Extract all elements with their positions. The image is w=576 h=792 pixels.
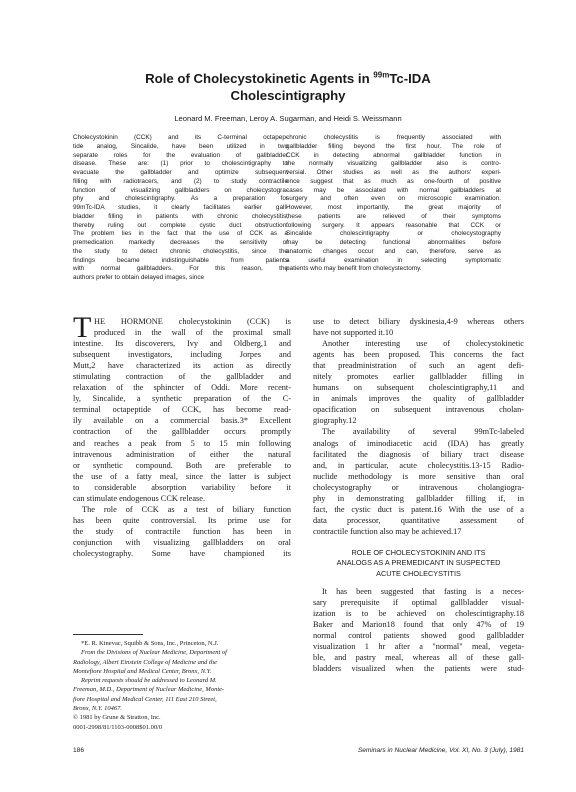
footnote-line: Reprint requests should be addressed to Leonard M. bbox=[81, 677, 217, 685]
abstract-line: the normally visualizing gallbladder also is contro- bbox=[286, 160, 501, 168]
abstract-line: filling with radiotracers, and (2) to study contractile bbox=[73, 177, 288, 185]
body-line: visualization 1 hr after a "normal" meal, vegeta- bbox=[313, 642, 524, 652]
abstract-line: may be detecting functional abnormalities before bbox=[286, 239, 501, 246]
body-line: the use of a fatty meal, since the latter is subject bbox=[73, 471, 291, 481]
abstract-line: findings became indistinguishable from patients bbox=[73, 256, 288, 264]
body-line: in animals improves the quality of gallbladder bbox=[313, 394, 524, 404]
body-line: sary prerequisite if optimal gallbladder visual- bbox=[313, 598, 524, 608]
body-line: analogs of iminodiacetic acid (IDA) has greatly bbox=[313, 438, 524, 448]
body-line: cholecystography. Some have championed its bbox=[73, 548, 291, 558]
abstract-line: gallbladder filling beyond the first hour. The role of bbox=[286, 142, 501, 150]
body-line: bladders visualized when the patients were stud- bbox=[313, 664, 524, 674]
body-line: can stimulate endogenous CCK release. bbox=[73, 493, 206, 503]
body-line: cholecystography or intravenous cholangiogra- bbox=[313, 482, 524, 492]
body-line: terminal octapeptide of CCK, has become read- bbox=[73, 405, 291, 415]
abstract-line: 99mTc-IDA studies, it clearly facilitates earlier gall- bbox=[73, 204, 288, 211]
abstract-line: cases may be associated with normal gallbladders at bbox=[286, 186, 501, 194]
body-line: opacification on subsequent intravenous cholan- bbox=[313, 405, 524, 415]
body-line: conjunction with visualizing gallbladders on oral bbox=[73, 537, 291, 547]
body-line: or synthetic compound. Both are preferable to bbox=[73, 460, 291, 470]
abstract-line: bladder filling in patients with chronic cholecystitis, bbox=[73, 212, 288, 220]
body-line: stimulating contraction of the gallbladder and bbox=[73, 372, 291, 382]
abstract-line: anatomic changes occur and can, therefore, serve as bbox=[286, 247, 501, 255]
body-line: intestine. Its discoverers, Ivy and Oldberg,1 and bbox=[73, 339, 291, 349]
abstract-line: evacuate the gallbladder and optimize subsequent bbox=[73, 169, 288, 176]
abstract-line: a useful examination in selecting symptomatic bbox=[286, 256, 501, 264]
footnote-line: © 1981 by Grune & Stratton, Inc. bbox=[73, 714, 161, 722]
body-line: humans on subsequent cholescintigraphy,11 and bbox=[313, 383, 524, 393]
body-line: and, in particular, acute cholecystitis.13-15 Radio- bbox=[313, 460, 524, 470]
body-line: ization is to be achieved on cholescintigraphy.18 bbox=[313, 609, 524, 619]
body-line: HE HORMONE cholecystokinin (CCK) is bbox=[94, 317, 291, 326]
abstract-line: surgery and often even on microscopic examination. bbox=[286, 195, 501, 203]
abstract-line: CCK in detecting abnormal gallbladder function in bbox=[286, 151, 501, 159]
body-line: have not supported it.10 bbox=[313, 328, 394, 338]
section-spacer bbox=[313, 537, 524, 548]
abstract-line: disease. These are: (1) prior to cholescintigraphy to bbox=[73, 160, 288, 168]
abstract-line: premedication markedly decreases the sensitivity of bbox=[73, 239, 288, 246]
footnote-rule bbox=[73, 634, 143, 635]
footnote-line: Radiology, Albert Einstein College of Medicine and the bbox=[73, 658, 217, 666]
abstract-line: separate roles for the evaluation of gallbladder bbox=[73, 151, 288, 159]
section-heading: ROLE OF CHOLECYSTOKININ AND ITS bbox=[351, 547, 486, 557]
footnote-line: fiore Hospital and Medical Center, 111 East 210 Street, bbox=[73, 695, 217, 703]
title-isotope-superscript: 99m bbox=[373, 70, 390, 80]
title-line-1: Role of Cholecystokinetic Agents in bbox=[145, 71, 370, 86]
body-line: Baker and Marion18 found that only 47% of 19 bbox=[313, 620, 524, 630]
body-right-column bbox=[313, 316, 524, 675]
body-line: relaxation of the sphincter of Oddi. More recent- bbox=[73, 383, 291, 393]
footnote-line: *E. R. Kinevac, Squibb & Sons, Inc., Princeton, N.J. bbox=[81, 640, 219, 647]
abstract-line: ence suggest that as much as one-fourth of positive bbox=[286, 177, 501, 185]
body-line: that preadministration of such an agent defi- bbox=[313, 361, 524, 371]
abstract-line: phy and cholescintigraphy. As a preparation for bbox=[73, 195, 288, 203]
body-line: data processor, quantitative assessment of bbox=[313, 515, 524, 525]
abstract-line: Sincalide cholescintigraphy or cholecystography bbox=[286, 230, 501, 238]
section-heading: ACUTE CHOLECYSTITIS bbox=[376, 568, 461, 578]
body-line: produced in the wall of the proximal small bbox=[94, 328, 291, 338]
title-line-1-tail: Tc-IDA bbox=[389, 71, 431, 86]
body-line: The role of CCK as a test of biliary function bbox=[82, 504, 291, 514]
abstract-line: these patients are relieved of their symptoms bbox=[286, 212, 501, 220]
drop-cap: T bbox=[73, 311, 92, 344]
body-line: ly, Sincalide, a synthetic preparation of the C- bbox=[73, 394, 291, 404]
body-line: Mutt,2 have characterized its action as directly bbox=[73, 361, 291, 371]
abstract-line: function of visualizing gallbladders on cholecystogra- bbox=[73, 186, 288, 194]
abstract-line: the study to detect chronic cholecystitis, since the bbox=[73, 247, 288, 255]
body-line: Another interesting use of cholecystokinetic bbox=[322, 339, 524, 349]
body-line: subsequent investigators, including Jorpes and bbox=[73, 350, 291, 360]
abstract-line: tide analog, Sincalide, have been utilized in two bbox=[73, 142, 288, 150]
abstract-line: following surgery. It appears reasonable that CCK or bbox=[286, 221, 501, 229]
body-line: ily available on a commercial basis.3* Excellent bbox=[73, 416, 291, 426]
body-line: ble, and pastry meal, whereas all of these gall- bbox=[313, 653, 524, 663]
page-number: 186 bbox=[73, 747, 85, 754]
body-line: agents has been proposed. This concerns the fact bbox=[313, 350, 524, 360]
abstract-left-column bbox=[73, 134, 288, 283]
body-line: fact, the cystic duct is patent.16 With the use of a bbox=[313, 504, 524, 514]
footnote-line: From the Divisions of Nuclear Medicine, Department of bbox=[81, 649, 227, 657]
body-line: has been quite controversial. Its prime use for bbox=[73, 515, 291, 525]
article-title bbox=[60, 70, 516, 104]
body-line: contractile function also may be achieved.17 bbox=[313, 526, 462, 536]
body-line: the study of contractile function has been in bbox=[73, 526, 291, 536]
body-line: nuclide methodology is more sensitive than oral bbox=[313, 471, 524, 481]
body-line: normal control patients showed good gallbladder bbox=[313, 631, 524, 641]
abstract-line: with normal gallbladders. For this reason, the bbox=[73, 265, 288, 273]
abstract-line: versial. Other studies as well as the authors' experi- bbox=[286, 169, 501, 176]
body-line: contraction of the gallbladder occurs promptly bbox=[73, 427, 291, 437]
abstract-line: However, most importantly, the great majority of bbox=[286, 204, 501, 211]
section-heading: ANALOGS AS A PREMEDICANT IN SUSPECTED bbox=[336, 558, 501, 568]
footnote-line: Montefiore Hospital and Medical Center, Bronx, N.Y. bbox=[73, 667, 212, 675]
title-line-2: Cholescintigraphy bbox=[230, 88, 346, 103]
footnotes bbox=[73, 634, 291, 732]
footnote-line: Freeman, M.D., Department of Nuclear Medicine, Monte- bbox=[73, 686, 225, 694]
body-line: facilitated the diagnosis of biliary tract disease bbox=[313, 449, 524, 459]
abstract-line: thereby ruling out complete cystic duct obstruction. bbox=[73, 221, 288, 229]
body-left-column bbox=[73, 311, 291, 559]
body-line: use to detect biliary dyskinesia,4-9 whereas others bbox=[313, 317, 524, 326]
body-line: to considerable absorption variability before it bbox=[73, 482, 291, 492]
footnote-line: 0001-2998/81/1103-0008$01.00/0 bbox=[73, 723, 163, 731]
body-line: and reaches a peak from 5 to 15 min following bbox=[73, 438, 291, 448]
body-line: giography.12 bbox=[313, 416, 357, 426]
body-line: It has been suggested that fasting is a neces- bbox=[322, 587, 524, 597]
section-spacer bbox=[313, 579, 524, 586]
abstract-line: chronic cholecystitis is frequently associated with bbox=[286, 134, 501, 141]
footnote-line: Bronx, N.Y. 10467. bbox=[73, 705, 122, 713]
abstract-line: authors prefer to obtain delayed images, since bbox=[73, 274, 205, 281]
abstract-line: The problem lies in the fact that the use of CCK as a bbox=[73, 230, 288, 238]
abstract-right-column bbox=[286, 134, 501, 274]
body-line: The availability of several 99mTc-labeled bbox=[322, 427, 524, 437]
body-line: intravenous administration of either the natural bbox=[73, 449, 291, 459]
journal-citation: Seminars in Nuclear Medicine, Vol. XI, No. 3 (July), 1981 bbox=[357, 747, 524, 754]
body-line: nitely promotes earlier gallbladder filling in bbox=[313, 372, 524, 382]
author-list: Leonard M. Freeman, Leroy A. Sugarman, and Heidi S. Weissmann bbox=[174, 114, 402, 123]
abstract-line: patients who may benefit from cholecystectomy. bbox=[286, 265, 422, 273]
body-line: phy in demonstrating gallbladder filling if, in bbox=[313, 493, 524, 503]
abstract-line: Cholecystokinin (CCK) and its C-terminal octapep- bbox=[73, 134, 288, 141]
